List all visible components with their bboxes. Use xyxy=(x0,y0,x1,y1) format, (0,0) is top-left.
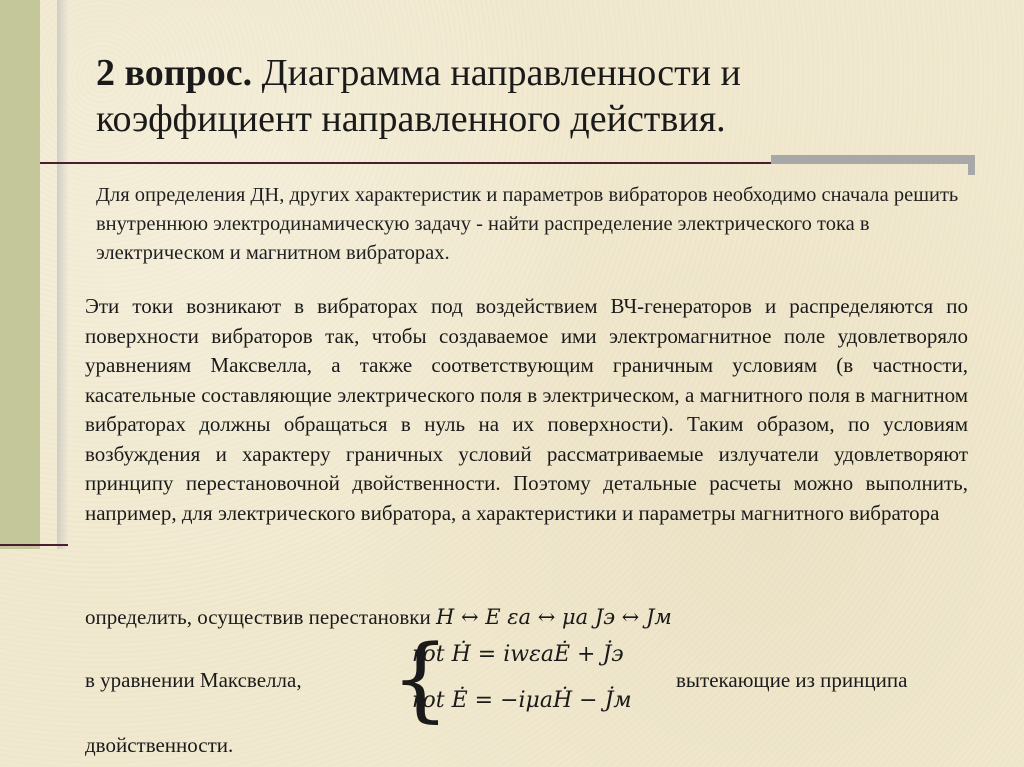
left-bar-shadow xyxy=(57,0,68,549)
intro-paragraph: Для определения ДН, других характеристик и параметров вибраторов необходимо сначала решить внутреннюю электродинамическую задачу - найти распределение электрического тока в электрическом и магнитном вибраторах. xyxy=(96,184,959,264)
title-divider-accent xyxy=(771,155,975,164)
title-text: Диаграмма направленности и коэффициент направленного действия. xyxy=(96,52,741,140)
left-accent-bar xyxy=(0,0,40,549)
equation-suffix: вытекающие из принципа xyxy=(676,668,908,692)
left-bar-rule xyxy=(0,544,68,546)
title-divider-accent-end xyxy=(968,155,975,175)
slide-title xyxy=(96,50,956,142)
maxwell-equation-2: rot Ė = −iμaḢ − J̇м xyxy=(412,688,632,713)
body-paragraph: Эти токи возникают в вибраторах под воздействием ВЧ-генераторов и распределяются по поверхности вибраторов так, чтобы создаваемое ими электромагнитное поле удовлетворяло уравнениям Максвелла, а также соответствующим граничным условиям (в частности, касательные составляющие электрического поля в электрическом, а магнитного поля в магнитном вибраторах должны обращаться в нуль на их поверхности). Таким образом, по условиям возбуждения и характеру граничных условий рассматриваемые излучатели удовлетворяют принципу перестановочной двойственности. Поэтому детальные расчеты можно выполнить, например, для электрического вибратора, а характеристики и параметры магнитного вибратора xyxy=(85,294,968,525)
equation-prefix: в уравнении Максвелла, xyxy=(85,668,302,692)
maxwell-equation-1: rot Ḣ = iwεaĖ + J̇э xyxy=(412,642,624,667)
permutation-intro: определить, осуществив перестановки xyxy=(85,605,431,629)
permutation-line xyxy=(85,603,985,632)
permutation-formula: H ↔ E εa ↔ μa Jэ ↔ Jм xyxy=(435,605,672,629)
title-number: 2 вопрос. xyxy=(96,52,253,94)
last-line: двойственности. xyxy=(85,733,234,757)
system-brace: { xyxy=(391,625,450,732)
